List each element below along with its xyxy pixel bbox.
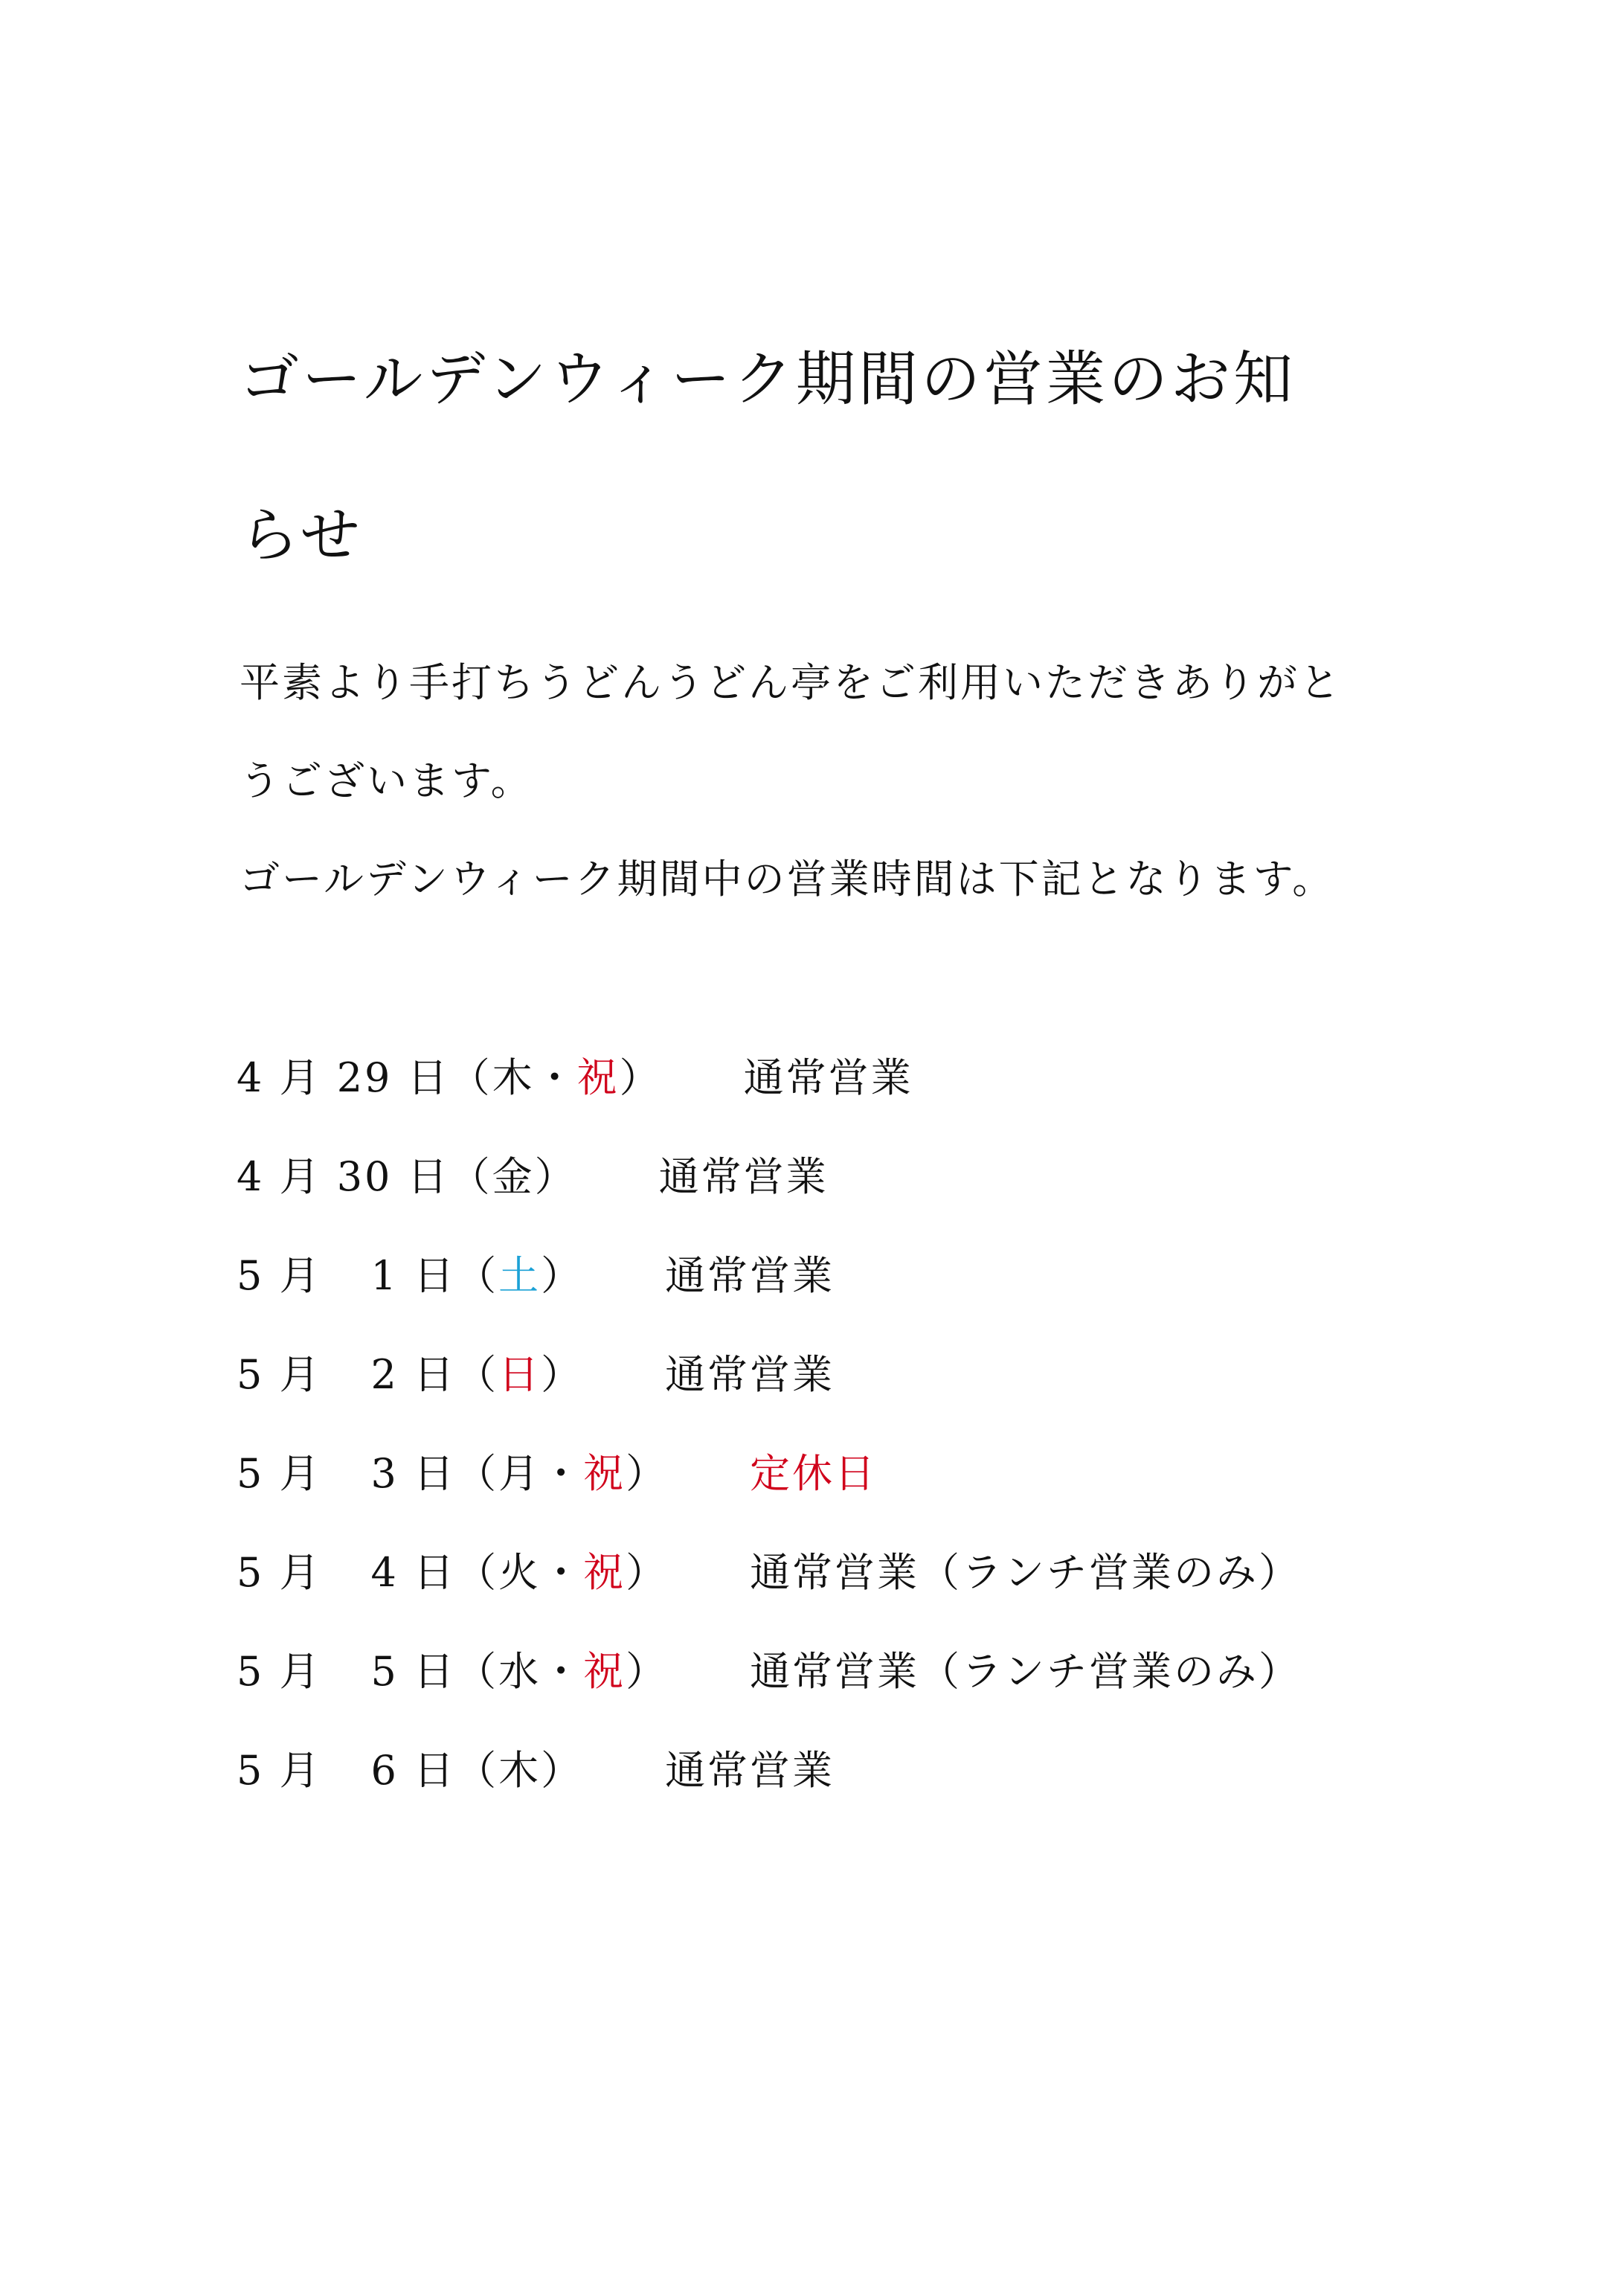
- month-unit: 月: [279, 1450, 322, 1497]
- day: 2: [370, 1351, 399, 1398]
- month: 5: [237, 1450, 265, 1497]
- day-unit: 日: [414, 1549, 457, 1596]
- status-text: 通常営業（ランチ営業のみ）: [750, 1648, 1302, 1695]
- open-paren: （: [456, 1549, 499, 1596]
- status-text: 通常営業（ランチ営業のみ）: [750, 1549, 1302, 1596]
- day-unit: 日: [414, 1747, 457, 1794]
- month: 5: [237, 1351, 265, 1398]
- month: 4: [237, 1153, 265, 1200]
- day-unit: 日: [414, 1648, 457, 1695]
- month-unit: 月: [279, 1153, 322, 1200]
- close-paren: ）: [541, 1747, 584, 1794]
- month-unit: 月: [279, 1648, 322, 1695]
- separator: ・: [541, 1648, 584, 1695]
- month-unit: 月: [279, 1252, 322, 1299]
- date-label: [237, 1046, 662, 1103]
- schedule-row: [237, 1322, 1301, 1421]
- schedule-row: [237, 1421, 1301, 1520]
- status-text: 通常営業: [665, 1252, 835, 1299]
- weekday: 土: [498, 1252, 541, 1299]
- schedule-row: [237, 1124, 1301, 1223]
- title-line-1: ゴールデンウィーク期間の営業のお知: [240, 344, 1296, 414]
- intro-paragraph: [240, 634, 1444, 929]
- page-title: [240, 301, 1430, 614]
- weekday: 火: [498, 1549, 541, 1596]
- month-unit: 月: [279, 1054, 322, 1101]
- title-line-2: らせ: [240, 501, 363, 570]
- schedule-row: [237, 1025, 1301, 1124]
- date-label: [237, 1442, 668, 1499]
- month: 5: [237, 1252, 265, 1299]
- separator: ・: [541, 1450, 584, 1497]
- day-unit: 日: [407, 1153, 450, 1200]
- open-paren: （: [456, 1747, 499, 1794]
- close-paren: ）: [541, 1252, 584, 1299]
- weekday: 日: [498, 1351, 541, 1398]
- schedule-row: [237, 1223, 1301, 1322]
- close-paren: ）: [534, 1153, 577, 1200]
- month-unit: 月: [279, 1351, 322, 1398]
- intro-line-3: ゴールデンウィーク期間中の営業時間は下記となります。: [240, 856, 1335, 902]
- intro-line-1: 平素より手打ちうどんうどん亭をご利用いただきありがと: [240, 659, 1342, 706]
- open-paren: （: [456, 1450, 499, 1497]
- open-paren: （: [456, 1252, 499, 1299]
- separator: ・: [534, 1054, 577, 1101]
- date-label: [237, 1244, 583, 1301]
- day: 3: [370, 1450, 399, 1497]
- schedule-list: [237, 1025, 1301, 1817]
- day-unit: 日: [407, 1054, 450, 1101]
- date-label: [237, 1739, 583, 1796]
- day-unit: 日: [414, 1252, 457, 1299]
- close-paren: ）: [626, 1549, 669, 1596]
- day: 30: [336, 1153, 393, 1200]
- status-text: 通常営業: [665, 1747, 835, 1794]
- month: 5: [237, 1549, 265, 1596]
- date-label: [237, 1343, 583, 1400]
- day: 5: [370, 1648, 399, 1695]
- open-paren: （: [449, 1054, 492, 1101]
- status-text: 通常営業: [658, 1153, 829, 1200]
- holiday-mark: 祝: [576, 1054, 620, 1101]
- schedule-row: [237, 1718, 1301, 1817]
- holiday-mark: 祝: [583, 1450, 626, 1497]
- day: 4: [370, 1549, 399, 1596]
- status-text: 定休日: [750, 1450, 878, 1497]
- weekday: 金: [492, 1153, 535, 1200]
- holiday-mark: 祝: [583, 1549, 626, 1596]
- weekday: 木: [492, 1054, 535, 1101]
- day-unit: 日: [414, 1351, 457, 1398]
- holiday-mark: 祝: [583, 1648, 626, 1695]
- close-paren: ）: [619, 1054, 662, 1101]
- open-paren: （: [456, 1351, 499, 1398]
- day: 6: [370, 1747, 399, 1794]
- schedule-row: [237, 1520, 1301, 1619]
- close-paren: ）: [626, 1648, 669, 1695]
- date-label: [237, 1640, 668, 1697]
- weekday: 水: [498, 1648, 541, 1695]
- date-label: [237, 1145, 577, 1202]
- weekday: 月: [498, 1450, 541, 1497]
- day-unit: 日: [414, 1450, 457, 1497]
- day: 1: [370, 1252, 399, 1299]
- month: 5: [237, 1747, 265, 1794]
- status-text: 通常営業: [743, 1054, 913, 1101]
- day: 29: [336, 1054, 393, 1101]
- close-paren: ）: [541, 1351, 584, 1398]
- separator: ・: [541, 1549, 584, 1596]
- close-paren: ）: [626, 1450, 669, 1497]
- weekday: 木: [498, 1747, 541, 1794]
- open-paren: （: [456, 1648, 499, 1695]
- month-unit: 月: [279, 1549, 322, 1596]
- date-label: [237, 1541, 668, 1598]
- month: 5: [237, 1648, 265, 1695]
- intro-line-2: うございます。: [240, 757, 533, 804]
- status-text: 通常営業: [665, 1351, 835, 1398]
- month: 4: [237, 1054, 265, 1101]
- month-unit: 月: [279, 1747, 322, 1794]
- open-paren: （: [449, 1153, 492, 1200]
- schedule-row: [237, 1619, 1301, 1718]
